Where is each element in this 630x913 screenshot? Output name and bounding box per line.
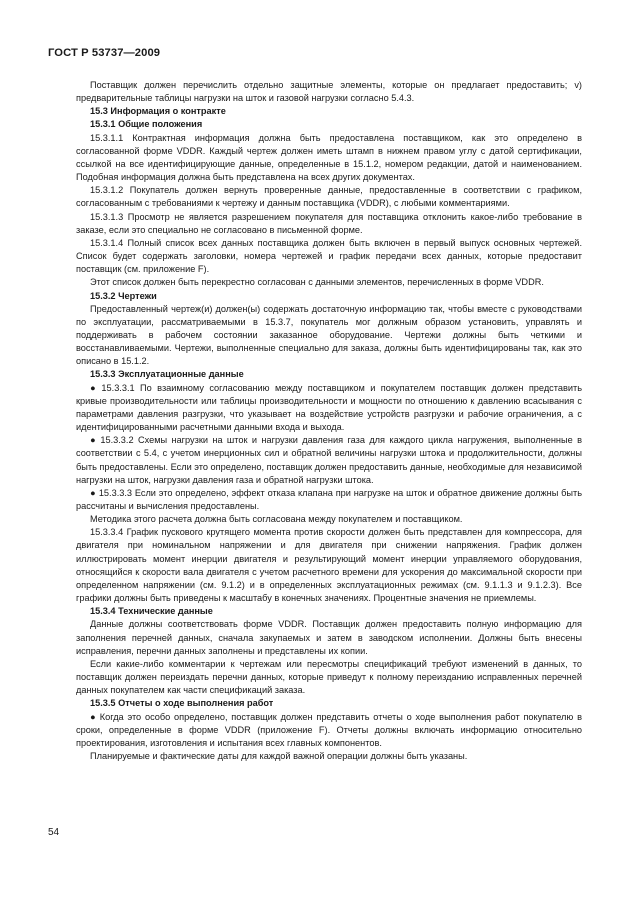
- paragraph: Планируемые и фактические даты для каждой важной операции должны быть указаны.: [90, 750, 468, 761]
- paragraph-15-3-1-2: 15.3.1.2 Покупатель должен вернуть проверенные данные, предоставленные в соответствии с графиком, согласованным с требованиями к чертежу и данным поставщика (VDDR), с любыми комментариями.: [76, 185, 582, 209]
- section-heading-15-3-3: 15.3.3 Эксплуатационные данные: [90, 369, 244, 380]
- paragraph: Поставщик должен перечислить отдельно защитные элементы, которые он предлагает предоставить; v) предварительные таблицы нагрузки на шток и газовой нагрузки согласно 5.4.3.: [76, 80, 582, 104]
- section-heading-15-3-1: 15.3.1 Общие положения: [90, 119, 203, 130]
- paragraph: Если какие-либо комментарии к чертежам или пересмотры спецификаций требуют изменений в данных, то поставщик должен переиздать перечни данных, которые приведут к полному переизданию исправленных перечней данных покупателем как части спецификаций заказа.: [76, 658, 582, 696]
- section-heading-15-3: 15.3 Информация о контракте: [90, 106, 226, 117]
- paragraph-15-3-3-2: ● 15.3.3.2 Схемы нагрузки на шток и нагрузки давления газа для каждого цикла нагружения, выполненные в соответствии с 5.4, с учетом инерционных сил и обратной величины нагрузки штока и продолжительности, должны быть предоставлены. Если это определено, поставщик должен предоставить данные, необходимые для независимой нагрузки на шток, нагрузки давления газа и обратной нагрузки штока.: [76, 435, 582, 485]
- paragraph: Методика этого расчета должна быть согласована между покупателем и поставщиком.: [90, 514, 463, 525]
- paragraph-15-3-2: Предоставленный чертеж(и) должен(ы) содержать достаточную информацию так, чтобы вместе с руководствами по эксплуатации, рассматриваемыми в 15.3.7, покупатель мог должным образом установить, управлять и поддерживать в рабочем состоянии заказанное оборудование. Чертежи должны быть четкими и восстанавливаемыми. Чертежи, выполненные специально для заказа, должны быть идентифицированы так, как это описано в 15.1.2.: [76, 303, 582, 367]
- bullet-icon: ●: [90, 435, 98, 446]
- paragraph-15-3-3-3: ● 15.3.3.3 Если это определено, эффект отказа клапана при нагрузке на шток и обратное движение должны быть рассчитаны и вычисления предоставлены.: [76, 487, 582, 511]
- document-header: ГОСТ Р 53737—2009: [48, 47, 161, 59]
- document-body: [76, 79, 582, 763]
- paragraph-15-3-1-1: 15.3.1.1 Контрактная информация должна быть предоставлена поставщиком, как это определено в согласованной форме VDDR. Каждый чертеж должен иметь штамп в нижнем правом углу с датой сертификации, ссылкой на все идентифицирующие данные, определенные в 15.1.2, номером редакции, датой и наименованием. Подобная информация должна быть представлена на всех других документах.: [76, 132, 582, 183]
- paragraph-15-3-5: ● Когда это особо определено, поставщик должен представить отчеты о ходе выполнения работ покупателю в сроки, определенные в форме VDDR (приложение F). Отчеты должны включать информацию относительно проектирования, изготовления и испытания всех главных компонентов.: [76, 711, 582, 748]
- paragraph: Этот список должен быть перекрестно согласован с данными элементов, перечисленных в форме VDDR.: [90, 277, 544, 288]
- bullet-icon: ●: [90, 711, 97, 722]
- section-heading-15-3-2: 15.3.2 Чертежи: [90, 290, 157, 301]
- section-heading-15-3-4: 15.3.4 Технические данные: [90, 606, 213, 617]
- paragraph-15-3-1-4: 15.3.1.4 Полный список всех данных поставщика должен быть включен в первый выпуск основных чертежей. Список будет содержать заголовки, номера чертежей и график передачи всех данных, которые предоставит поставщик (см. приложение F).: [76, 237, 582, 275]
- bullet-icon: ●: [90, 382, 99, 393]
- paragraph-15-3-3-4: 15.3.3.4 График пускового крутящего момента против скорости должен быть представлен для компрессора, для двигателя при номинальном напряжении и для двигателя при снижении напряжения. График должен иллюстрировать момент инерции двигателя и результирующий момент инерции управляемого оборудования, относящийся к скорости вала двигателя с учетом расчетного времени для ускорения до максимальной скорости при определенном напряжении (см. 9.1.2) и в определенных эксплуатационных режимах (см. 9.1.1.3 и 9.1.2.3). Все графики должны быть приведены к масштабу в конечных значениях. Процентные значения не приемлемы.: [76, 527, 582, 604]
- paragraph-15-3-4: Данные должны соответствовать форме VDDR. Поставщик должен предоставить полную информацию для заполнения перечней данных, сначала закупаемых и затем в заводском исполнении. Должны быть внесены исправления, перечни данных заполнены и представлены их копии.: [76, 619, 582, 656]
- section-heading-15-3-5: 15.3.5 Отчеты о ходе выполнения работ: [90, 698, 274, 709]
- page-number: 54: [48, 827, 60, 838]
- bullet-icon: ●: [90, 487, 96, 498]
- paragraph-15-3-1-3: 15.3.1.3 Просмотр не является разрешением покупателя для поставщика отклонить какое-либо требование в заказе, если это специально не согласовано в письменной форме.: [76, 211, 582, 235]
- paragraph-15-3-3-1: ● 15.3.3.1 По взаимному согласованию между поставщиком и покупателем поставщик должен представить кривые производительности или таблицы производительности и мощности по отношению к давлению всасывания с параметрами давления разгрузки, что указывает на воздействие устройств разгрузки и рабочие ограничения, а с идентифицированными расчетными данными входа и выхода.: [76, 382, 582, 433]
